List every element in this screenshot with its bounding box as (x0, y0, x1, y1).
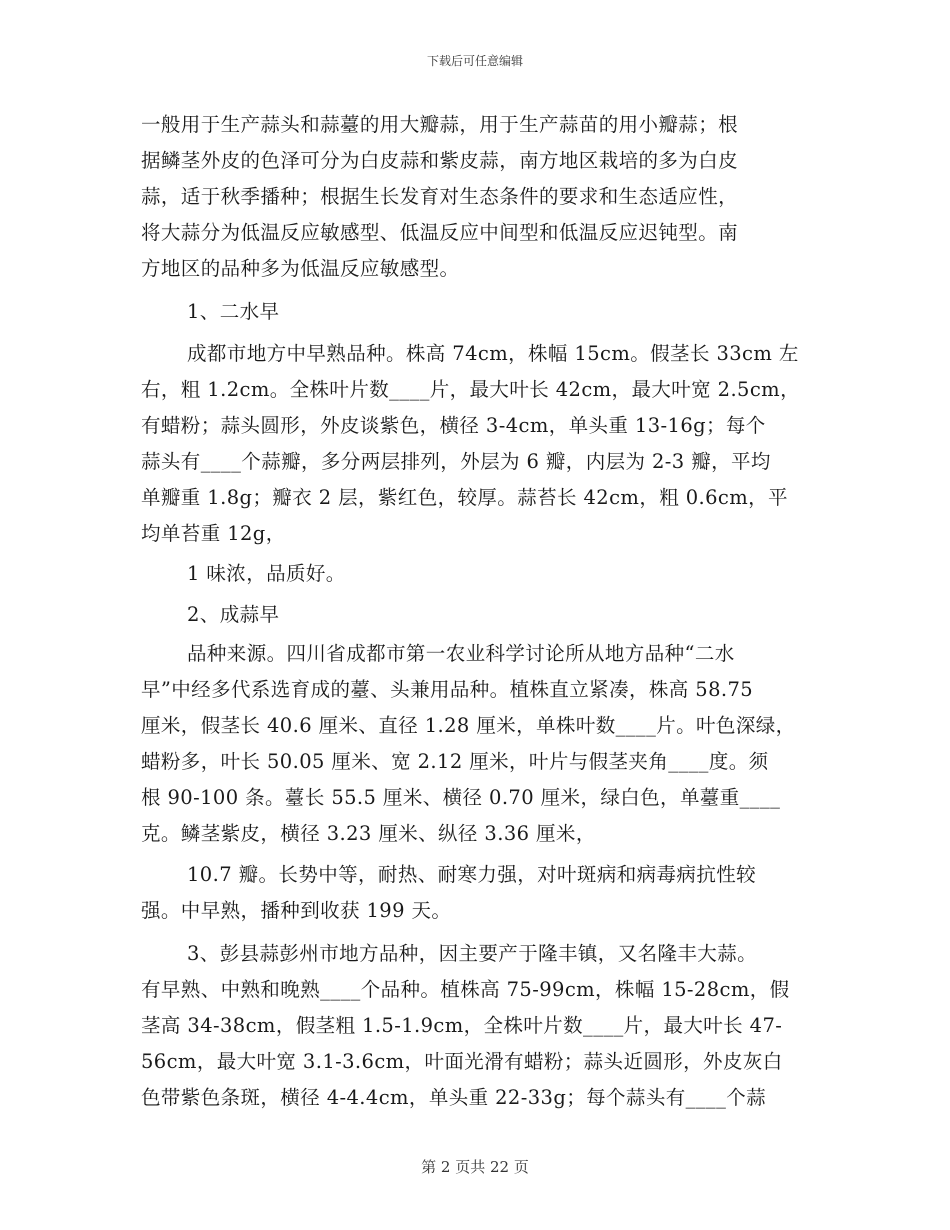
text-line: 有蜡粉；蒜头圆形，外皮谈紫色，横径 3-4cm，单头重 13-16g；每个 (141, 414, 766, 437)
text-line: 均单苔重 12g， (141, 522, 286, 545)
text-line: 早”中经多代系选育成的薹、头兼用品种。植株直立紧凑，株高 58.75 (141, 678, 754, 701)
text-line: 将大蒜分为低温反应敏感型、低温反应中间型和低温反应迟钝型。南 (141, 221, 739, 244)
text-line: 10.7 瓣。长势中等，耐热、耐寒力强，对叶斑病和病毒病抗性较 (187, 863, 757, 886)
section-heading: 3、彭县蒜彭州市地方品种，因主要产于隆丰镇，又名隆丰大蒜。 (187, 942, 758, 965)
section-heading: 2、成蒜早 (187, 603, 280, 626)
text-line: 56cm，最大叶宽 3.1-3.6cm，叶面光滑有蜡粉；蒜头近圆形，外皮灰白 (141, 1050, 783, 1073)
text-line: 成都市地方中早熟品种。株高 74cm，株幅 15cm。假茎长 33cm 左 (187, 342, 799, 365)
text-line: 1 味浓，品质好。 (187, 562, 346, 585)
text-line: 蜡粉多，叶长 50.05 厘米、宽 2.12 厘米，叶片与假茎夹角____度。须 (141, 750, 769, 773)
text-line: 方地区的品种多为低温反应敏感型。 (141, 257, 460, 280)
text-line: 右，粗 1.2cm。全株叶片数____片，最大叶长 42cm，最大叶宽 2.5cm， (141, 378, 800, 401)
text-line: 根 90-100 条。薹长 55.5 厘米、横径 0.70 厘米，绿白色，单薹重____ (141, 786, 781, 809)
text-line: 蒜，适于秋季播种；根据生长发育对生态条件的要求和生态适应性， (141, 185, 739, 208)
text-line: 据鳞茎外皮的色泽可分为白皮蒜和紫皮蒜，南方地区栽培的多为白皮 (141, 149, 739, 172)
page-header: 下载后可任意编辑 (426, 54, 523, 68)
text-line: 一般用于生产蒜头和蒜薹的用大瓣蒜，用于生产蒜苗的用小瓣蒜；根 (141, 113, 739, 136)
page-footer: 第 2 页共 22 页 (421, 1158, 529, 1176)
text-line: 单瓣重 1.8g；瓣衣 2 层，紫红色，较厚。蒜苔长 42cm，粗 0.6cm，平 (141, 486, 788, 509)
text-line: 厘米，假茎长 40.6 厘米、直径 1.28 厘米，单株叶数____片。叶色深绿， (141, 714, 796, 737)
text-line: 强。中早熟，播种到收获 199 天。 (141, 899, 452, 922)
text-line: 品种来源。四川省成都市第一农业科学讨论所从地方品种“二水 (187, 642, 735, 665)
text-line: 茎高 34-38cm，假茎粗 1.5-1.9cm，全株叶片数____片，最大叶长 47- (141, 1014, 783, 1037)
text-line: 有早熟、中熟和晚熟____个品种。植株高 75-99cm，株幅 15-28cm，假 (141, 978, 790, 1001)
section-heading: 1、二水早 (187, 300, 280, 323)
text-line: 色带紫色条斑，横径 4-4.4cm，单头重 22-33g；每个蒜头有____个蒜 (141, 1086, 767, 1109)
text-line: 克。鳞茎紫皮，横径 3.23 厘米、纵径 3.36 厘米， (141, 822, 596, 845)
text-line: 蒜头有____个蒜瓣，多分两层排列，外层为 6 瓣，内层为 2-3 瓣，平均 (141, 450, 771, 473)
